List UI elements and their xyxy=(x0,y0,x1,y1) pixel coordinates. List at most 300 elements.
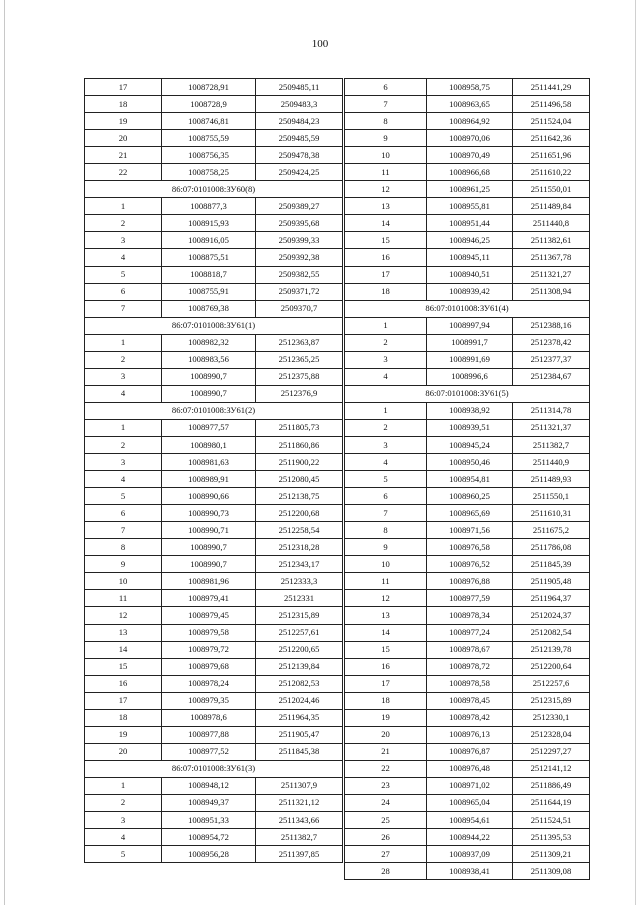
x-coordinate-cell: 1008965,69 xyxy=(427,505,513,522)
x-coordinate-cell: 1008877,3 xyxy=(162,198,256,215)
point-number-cell: 5 xyxy=(345,471,427,488)
coordinate-row xyxy=(85,556,343,573)
coordinate-row xyxy=(85,726,343,743)
y-coordinate-cell: 2511905,48 xyxy=(513,573,590,590)
x-coordinate-cell: 1008945,11 xyxy=(427,249,513,266)
point-number-cell: 15 xyxy=(345,641,427,658)
section-header-row xyxy=(85,402,343,419)
point-number-cell: 2 xyxy=(345,334,427,351)
x-coordinate-cell: 1008990,66 xyxy=(162,488,256,505)
x-coordinate-cell: 1008978,6 xyxy=(162,709,256,726)
coordinate-row xyxy=(345,471,590,488)
x-coordinate-cell: 1008728,9 xyxy=(162,96,256,113)
coordinate-row xyxy=(345,419,590,436)
y-coordinate-cell: 2512024,46 xyxy=(256,692,343,709)
point-number-cell: 16 xyxy=(345,249,427,266)
x-coordinate-cell: 1008960,25 xyxy=(427,488,513,505)
coordinate-row xyxy=(85,198,343,215)
point-number-cell: 17 xyxy=(345,266,427,283)
x-coordinate-cell: 1008979,35 xyxy=(162,692,256,709)
coordinate-row xyxy=(85,113,343,130)
x-coordinate-cell: 1008979,45 xyxy=(162,607,256,624)
x-coordinate-cell: 1008970,49 xyxy=(427,147,513,164)
point-number-cell: 7 xyxy=(85,300,162,317)
point-number-cell: 6 xyxy=(85,283,162,300)
x-coordinate-cell: 1008976,48 xyxy=(427,760,513,777)
y-coordinate-cell: 2512082,54 xyxy=(513,624,590,641)
coordinate-row xyxy=(345,505,590,522)
x-coordinate-cell: 1008915,93 xyxy=(162,215,256,232)
y-coordinate-cell: 2512375,88 xyxy=(256,368,343,385)
coordinate-row xyxy=(85,590,343,607)
y-coordinate-cell: 2512363,87 xyxy=(256,334,343,351)
point-number-cell: 4 xyxy=(85,471,162,488)
point-number-cell: 4 xyxy=(345,368,427,385)
y-coordinate-cell: 2512200,64 xyxy=(513,658,590,675)
coordinate-row xyxy=(345,351,590,368)
coordinate-row xyxy=(85,624,343,641)
point-number-cell: 4 xyxy=(85,385,162,402)
point-number-cell: 22 xyxy=(85,164,162,181)
y-coordinate-cell: 2512377,37 xyxy=(513,351,590,368)
x-coordinate-cell: 1008758,25 xyxy=(162,164,256,181)
point-number-cell: 1 xyxy=(85,419,162,436)
coordinate-row xyxy=(85,147,343,164)
scan-edge-right xyxy=(635,0,636,905)
coordinate-row xyxy=(345,760,590,777)
x-coordinate-cell: 1008954,81 xyxy=(427,471,513,488)
coordinate-row xyxy=(345,794,590,811)
y-coordinate-cell: 2511314,78 xyxy=(513,402,590,419)
x-coordinate-cell: 1008971,56 xyxy=(427,522,513,539)
x-coordinate-cell: 1008978,42 xyxy=(427,709,513,726)
coordinate-row xyxy=(85,777,343,794)
coordinate-row xyxy=(345,522,590,539)
y-coordinate-cell: 2509371,72 xyxy=(256,283,343,300)
y-coordinate-cell: 2511489,93 xyxy=(513,471,590,488)
y-coordinate-cell: 2511382,7 xyxy=(513,436,590,453)
coordinate-row xyxy=(85,743,343,760)
coordinate-row xyxy=(345,164,590,181)
point-number-cell: 7 xyxy=(85,522,162,539)
point-number-cell: 6 xyxy=(85,505,162,522)
y-coordinate-cell: 2511367,78 xyxy=(513,249,590,266)
x-coordinate-cell: 1008978,67 xyxy=(427,641,513,658)
point-number-cell: 20 xyxy=(345,726,427,743)
x-coordinate-cell: 1008979,72 xyxy=(162,641,256,658)
point-number-cell: 3 xyxy=(85,368,162,385)
x-coordinate-cell: 1008976,58 xyxy=(427,539,513,556)
x-coordinate-cell: 1008977,59 xyxy=(427,590,513,607)
coordinate-row xyxy=(85,641,343,658)
coordinate-row xyxy=(85,266,343,283)
y-coordinate-cell: 2509484,23 xyxy=(256,113,343,130)
y-coordinate-cell: 2511441,29 xyxy=(513,79,590,96)
x-coordinate-cell: 1008939,42 xyxy=(427,283,513,300)
coordinate-row xyxy=(85,709,343,726)
point-number-cell: 23 xyxy=(345,777,427,794)
y-coordinate-cell: 2511964,37 xyxy=(513,590,590,607)
coordinate-row xyxy=(85,232,343,249)
point-number-cell: 1 xyxy=(345,317,427,334)
coordinate-row xyxy=(85,454,343,471)
x-coordinate-cell: 1008991,7 xyxy=(427,334,513,351)
y-coordinate-cell: 2512139,84 xyxy=(256,658,343,675)
section-header-row xyxy=(85,760,343,777)
point-number-cell: 14 xyxy=(85,641,162,658)
y-coordinate-cell: 2511651,96 xyxy=(513,147,590,164)
y-coordinate-cell: 2512331 xyxy=(256,590,343,607)
point-number-cell: 28 xyxy=(345,863,427,880)
y-coordinate-cell: 2511440,8 xyxy=(513,215,590,232)
point-number-cell: 12 xyxy=(85,607,162,624)
x-coordinate-cell: 1008950,46 xyxy=(427,454,513,471)
x-coordinate-cell: 1008961,25 xyxy=(427,181,513,198)
coordinate-row xyxy=(345,436,590,453)
point-number-cell: 5 xyxy=(85,488,162,505)
coordinate-row xyxy=(345,812,590,829)
point-number-cell: 2 xyxy=(345,419,427,436)
y-coordinate-cell: 2511550,1 xyxy=(513,488,590,505)
y-coordinate-cell: 2512297,27 xyxy=(513,743,590,760)
point-number-cell: 15 xyxy=(345,232,427,249)
x-coordinate-cell: 1008937,09 xyxy=(427,846,513,863)
coordinate-row xyxy=(345,846,590,863)
point-number-cell: 18 xyxy=(345,692,427,709)
y-coordinate-cell: 2511309,21 xyxy=(513,846,590,863)
x-coordinate-cell: 1008990,7 xyxy=(162,539,256,556)
coordinate-row xyxy=(345,709,590,726)
y-coordinate-cell: 2512141,12 xyxy=(513,760,590,777)
parcel-label: 86:07:0101008:ЗУ61(4) xyxy=(345,300,590,317)
x-coordinate-cell: 1008980,1 xyxy=(162,436,256,453)
y-coordinate-cell: 2511489,84 xyxy=(513,198,590,215)
x-coordinate-cell: 1008966,68 xyxy=(427,164,513,181)
point-number-cell: 2 xyxy=(85,794,162,811)
coordinate-row xyxy=(85,215,343,232)
x-coordinate-cell: 1008978,45 xyxy=(427,692,513,709)
y-coordinate-cell: 2509392,38 xyxy=(256,249,343,266)
coordinate-row xyxy=(85,351,343,368)
y-coordinate-cell: 2509424,25 xyxy=(256,164,343,181)
y-coordinate-cell: 2512328,04 xyxy=(513,726,590,743)
coordinate-row xyxy=(85,488,343,505)
point-number-cell: 13 xyxy=(85,624,162,641)
coordinate-row xyxy=(85,829,343,846)
x-coordinate-cell: 1008982,32 xyxy=(162,334,256,351)
y-coordinate-cell: 2512080,45 xyxy=(256,471,343,488)
coordinate-row xyxy=(85,692,343,709)
point-number-cell: 7 xyxy=(345,96,427,113)
point-number-cell: 17 xyxy=(345,675,427,692)
x-coordinate-cell: 1008746,81 xyxy=(162,113,256,130)
y-coordinate-cell: 2512257,61 xyxy=(256,624,343,641)
coordinate-row xyxy=(345,488,590,505)
y-coordinate-cell: 2512315,89 xyxy=(513,692,590,709)
coordinate-row xyxy=(85,283,343,300)
y-coordinate-cell: 2512257,6 xyxy=(513,675,590,692)
x-coordinate-cell: 1008978,24 xyxy=(162,675,256,692)
point-number-cell: 2 xyxy=(85,351,162,368)
point-number-cell: 24 xyxy=(345,794,427,811)
y-coordinate-cell: 2511524,51 xyxy=(513,812,590,829)
x-coordinate-cell: 1008971,02 xyxy=(427,777,513,794)
coordinate-row xyxy=(345,266,590,283)
coordinate-row xyxy=(345,198,590,215)
coordinate-row xyxy=(345,624,590,641)
coordinate-row xyxy=(85,96,343,113)
coordinate-row xyxy=(345,607,590,624)
coordinate-row xyxy=(345,692,590,709)
x-coordinate-cell: 1008938,41 xyxy=(427,863,513,880)
y-coordinate-cell: 2511382,61 xyxy=(513,232,590,249)
point-number-cell: 3 xyxy=(345,436,427,453)
point-number-cell: 26 xyxy=(345,829,427,846)
coordinate-row xyxy=(345,113,590,130)
point-number-cell: 14 xyxy=(345,215,427,232)
point-number-cell: 22 xyxy=(345,760,427,777)
x-coordinate-cell: 1008958,75 xyxy=(427,79,513,96)
coordinate-row xyxy=(85,846,343,863)
y-coordinate-cell: 2511308,94 xyxy=(513,283,590,300)
coordinate-row xyxy=(85,573,343,590)
x-coordinate-cell: 1008756,35 xyxy=(162,147,256,164)
point-number-cell: 5 xyxy=(85,266,162,283)
page-number: 100 xyxy=(311,38,329,50)
point-number-cell: 3 xyxy=(85,812,162,829)
y-coordinate-cell: 2509382,55 xyxy=(256,266,343,283)
parcel-label: 86:07:0101008:ЗУ61(2) xyxy=(85,402,343,419)
y-coordinate-cell: 2512333,3 xyxy=(256,573,343,590)
x-coordinate-cell: 1008951,33 xyxy=(162,812,256,829)
coordinate-row xyxy=(345,863,590,880)
y-coordinate-cell: 2509389,27 xyxy=(256,198,343,215)
coordinate-row xyxy=(345,590,590,607)
x-coordinate-cell: 1008990,71 xyxy=(162,522,256,539)
x-coordinate-cell: 1008977,24 xyxy=(427,624,513,641)
coordinate-row xyxy=(85,471,343,488)
point-number-cell: 10 xyxy=(345,556,427,573)
point-number-cell: 4 xyxy=(85,829,162,846)
x-coordinate-cell: 1008990,73 xyxy=(162,505,256,522)
x-coordinate-cell: 1008755,59 xyxy=(162,130,256,147)
y-coordinate-cell: 2512200,68 xyxy=(256,505,343,522)
y-coordinate-cell: 2511395,53 xyxy=(513,829,590,846)
y-coordinate-cell: 2511900,22 xyxy=(256,454,343,471)
point-number-cell: 7 xyxy=(345,505,427,522)
parcel-label: 86:07:0101008:ЗУ61(1) xyxy=(85,317,343,334)
point-number-cell: 14 xyxy=(345,624,427,641)
y-coordinate-cell: 2511610,31 xyxy=(513,505,590,522)
point-number-cell: 1 xyxy=(85,777,162,794)
point-number-cell: 18 xyxy=(85,96,162,113)
y-coordinate-cell: 2511610,22 xyxy=(513,164,590,181)
x-coordinate-cell: 1008769,38 xyxy=(162,300,256,317)
y-coordinate-cell: 2509478,38 xyxy=(256,147,343,164)
coordinate-row xyxy=(345,181,590,198)
point-number-cell: 25 xyxy=(345,812,427,829)
point-number-cell: 1 xyxy=(345,402,427,419)
y-coordinate-cell: 2511550,01 xyxy=(513,181,590,198)
coordinate-row xyxy=(85,812,343,829)
x-coordinate-cell: 1008977,88 xyxy=(162,726,256,743)
point-number-cell: 12 xyxy=(345,590,427,607)
y-coordinate-cell: 2511321,12 xyxy=(256,794,343,811)
section-header-row xyxy=(345,300,590,317)
y-coordinate-cell: 2512343,17 xyxy=(256,556,343,573)
coordinate-row xyxy=(345,334,590,351)
y-coordinate-cell: 2512138,75 xyxy=(256,488,343,505)
x-coordinate-cell: 1008955,81 xyxy=(427,198,513,215)
point-number-cell: 3 xyxy=(85,454,162,471)
point-number-cell: 11 xyxy=(85,590,162,607)
x-coordinate-cell: 1008990,7 xyxy=(162,556,256,573)
coordinate-row xyxy=(85,130,343,147)
coordinates-table-right xyxy=(344,78,590,880)
coordinate-row xyxy=(85,505,343,522)
y-coordinate-cell: 2511644,19 xyxy=(513,794,590,811)
coordinate-row xyxy=(85,164,343,181)
point-number-cell: 9 xyxy=(85,556,162,573)
x-coordinate-cell: 1008979,58 xyxy=(162,624,256,641)
point-number-cell: 19 xyxy=(85,726,162,743)
x-coordinate-cell: 1008976,52 xyxy=(427,556,513,573)
point-number-cell: 5 xyxy=(85,846,162,863)
x-coordinate-cell: 1008976,13 xyxy=(427,726,513,743)
point-number-cell: 11 xyxy=(345,164,427,181)
y-coordinate-cell: 2509485,11 xyxy=(256,79,343,96)
x-coordinate-cell: 1008945,24 xyxy=(427,436,513,453)
point-number-cell: 27 xyxy=(345,846,427,863)
y-coordinate-cell: 2512318,28 xyxy=(256,539,343,556)
x-coordinate-cell: 1008944,22 xyxy=(427,829,513,846)
x-coordinate-cell: 1008989,91 xyxy=(162,471,256,488)
coordinate-row xyxy=(85,334,343,351)
coordinate-row xyxy=(345,454,590,471)
x-coordinate-cell: 1008977,57 xyxy=(162,419,256,436)
point-number-cell: 9 xyxy=(345,130,427,147)
coordinate-row xyxy=(85,658,343,675)
x-coordinate-cell: 1008956,28 xyxy=(162,846,256,863)
coordinate-row xyxy=(85,385,343,402)
point-number-cell: 21 xyxy=(85,147,162,164)
point-number-cell: 13 xyxy=(345,607,427,624)
point-number-cell: 16 xyxy=(85,675,162,692)
y-coordinate-cell: 2511440,9 xyxy=(513,454,590,471)
y-coordinate-cell: 2512378,42 xyxy=(513,334,590,351)
point-number-cell: 1 xyxy=(85,334,162,351)
coordinate-row xyxy=(345,249,590,266)
point-number-cell: 3 xyxy=(85,232,162,249)
coordinate-row xyxy=(85,539,343,556)
coordinate-row xyxy=(345,368,590,385)
point-number-cell: 10 xyxy=(85,573,162,590)
point-number-cell: 13 xyxy=(345,198,427,215)
x-coordinate-cell: 1008976,87 xyxy=(427,743,513,760)
coordinate-row xyxy=(345,556,590,573)
x-coordinate-cell: 1008728,91 xyxy=(162,79,256,96)
point-number-cell: 6 xyxy=(345,488,427,505)
y-coordinate-cell: 2511496,58 xyxy=(513,96,590,113)
point-number-cell: 11 xyxy=(345,573,427,590)
x-coordinate-cell: 1008916,05 xyxy=(162,232,256,249)
point-number-cell: 6 xyxy=(345,79,427,96)
y-coordinate-cell: 2512200,65 xyxy=(256,641,343,658)
y-coordinate-cell: 2512139,78 xyxy=(513,641,590,658)
y-coordinate-cell: 2512365,25 xyxy=(256,351,343,368)
point-number-cell: 19 xyxy=(345,709,427,726)
point-number-cell: 18 xyxy=(85,709,162,726)
parcel-label: 86:07:0101008:ЗУ60(8) xyxy=(85,181,343,198)
point-number-cell: 10 xyxy=(345,147,427,164)
x-coordinate-cell: 1008818,7 xyxy=(162,266,256,283)
x-coordinate-cell: 1008981,63 xyxy=(162,454,256,471)
coordinate-row xyxy=(345,539,590,556)
point-number-cell: 17 xyxy=(85,79,162,96)
x-coordinate-cell: 1008979,68 xyxy=(162,658,256,675)
point-number-cell: 19 xyxy=(85,113,162,130)
y-coordinate-cell: 2509483,3 xyxy=(256,96,343,113)
x-coordinate-cell: 1008954,61 xyxy=(427,812,513,829)
point-number-cell: 8 xyxy=(345,113,427,130)
y-coordinate-cell: 2511964,35 xyxy=(256,709,343,726)
x-coordinate-cell: 1008964,92 xyxy=(427,113,513,130)
coordinate-row xyxy=(85,794,343,811)
y-coordinate-cell: 2509485,59 xyxy=(256,130,343,147)
y-coordinate-cell: 2511905,47 xyxy=(256,726,343,743)
coordinate-row xyxy=(345,641,590,658)
parcel-label: 86:07:0101008:ЗУ61(5) xyxy=(345,385,590,402)
coordinate-row xyxy=(345,829,590,846)
y-coordinate-cell: 2511845,38 xyxy=(256,743,343,760)
y-coordinate-cell: 2509399,33 xyxy=(256,232,343,249)
point-number-cell: 12 xyxy=(345,181,427,198)
point-number-cell: 4 xyxy=(345,454,427,471)
y-coordinate-cell: 2511343,66 xyxy=(256,812,343,829)
x-coordinate-cell: 1008978,58 xyxy=(427,675,513,692)
y-coordinate-cell: 2511397,85 xyxy=(256,846,343,863)
x-coordinate-cell: 1008990,7 xyxy=(162,368,256,385)
x-coordinate-cell: 1008981,96 xyxy=(162,573,256,590)
x-coordinate-cell: 1008949,37 xyxy=(162,794,256,811)
y-coordinate-cell: 2512024,37 xyxy=(513,607,590,624)
coordinate-row xyxy=(85,249,343,266)
x-coordinate-cell: 1008951,44 xyxy=(427,215,513,232)
point-number-cell: 9 xyxy=(345,539,427,556)
y-coordinate-cell: 2512376,9 xyxy=(256,385,343,402)
point-number-cell: 15 xyxy=(85,658,162,675)
coordinate-row xyxy=(85,79,343,96)
y-coordinate-cell: 2511805,73 xyxy=(256,419,343,436)
y-coordinate-cell: 2512258,54 xyxy=(256,522,343,539)
x-coordinate-cell: 1008983,56 xyxy=(162,351,256,368)
x-coordinate-cell: 1008946,25 xyxy=(427,232,513,249)
y-coordinate-cell: 2509395,68 xyxy=(256,215,343,232)
y-coordinate-cell: 2509370,7 xyxy=(256,300,343,317)
y-coordinate-cell: 2512384,67 xyxy=(513,368,590,385)
point-number-cell: 20 xyxy=(85,743,162,760)
point-number-cell: 2 xyxy=(85,215,162,232)
x-coordinate-cell: 1008954,72 xyxy=(162,829,256,846)
point-number-cell: 8 xyxy=(345,522,427,539)
y-coordinate-cell: 2511675,2 xyxy=(513,522,590,539)
y-coordinate-cell: 2512330,1 xyxy=(513,709,590,726)
coordinate-row xyxy=(345,130,590,147)
x-coordinate-cell: 1008979,41 xyxy=(162,590,256,607)
y-coordinate-cell: 2511860,86 xyxy=(256,436,343,453)
coordinate-row xyxy=(345,79,590,96)
y-coordinate-cell: 2511321,37 xyxy=(513,419,590,436)
